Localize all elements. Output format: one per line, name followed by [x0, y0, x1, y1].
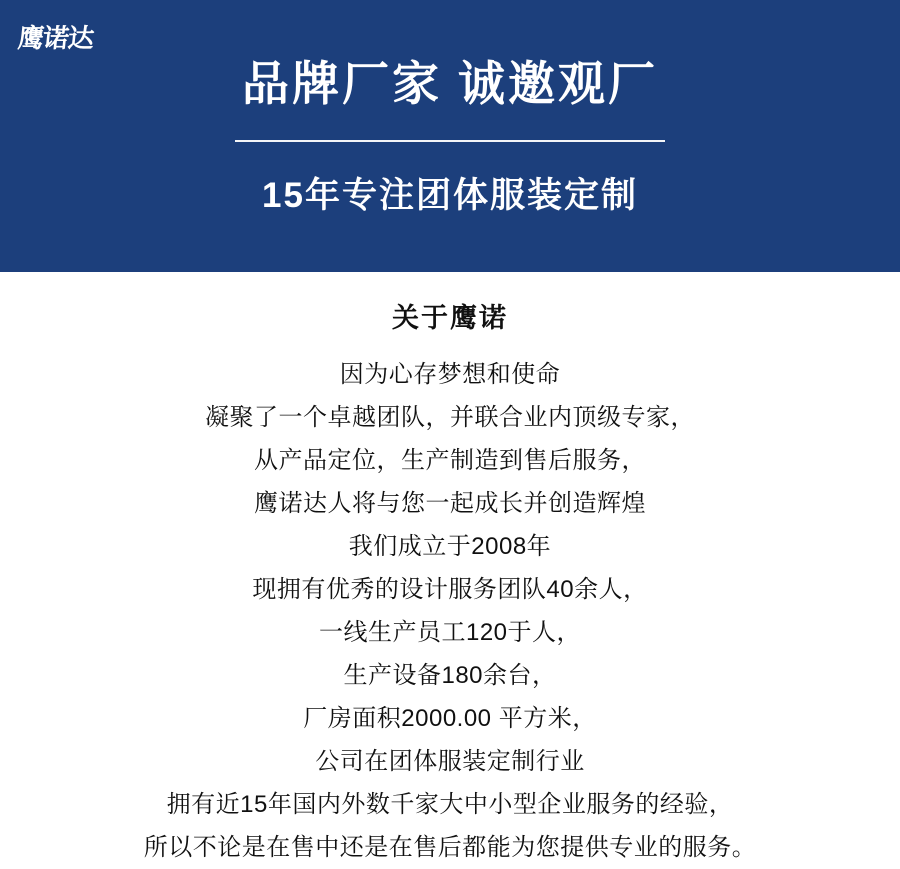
about-line: 凝聚了一个卓越团队，并联合业内顶级专家， [205, 403, 695, 431]
about-line: 所以不论是在售中还是在售后都能为您提供专业的服务。 [143, 833, 757, 861]
about-line: 生产设备180余台， [343, 661, 557, 689]
banner-divider [235, 140, 665, 142]
banner-subtitle: 15年专注团体服装定制 [262, 175, 638, 215]
about-line: 从产品定位，生产制造到售后服务， [254, 446, 646, 474]
about-heading: 关于鹰诺 [392, 303, 508, 333]
hero-banner [0, 0, 900, 272]
about-line: 厂房面积2000.00 平方米， [303, 704, 597, 732]
about-line: 公司在团体服装定制行业 [315, 747, 585, 775]
banner-title: 品牌厂家 诚邀观厂 [241, 57, 659, 110]
about-line: 一线生产员工120于人， [318, 618, 582, 646]
about-line: 我们成立于2008年 [348, 532, 552, 560]
about-line: 鹰诺达人将与您一起成长并创造辉煌 [254, 489, 646, 517]
brand-logo: 鹰诺达 [16, 24, 95, 53]
about-line: 拥有近15年国内外数千家大中小型企业服务的经验， [166, 790, 734, 818]
about-line: 因为心存梦想和使命 [339, 360, 561, 388]
about-section [0, 272, 900, 869]
about-line: 现拥有优秀的设计服务团队40余人， [252, 575, 648, 603]
